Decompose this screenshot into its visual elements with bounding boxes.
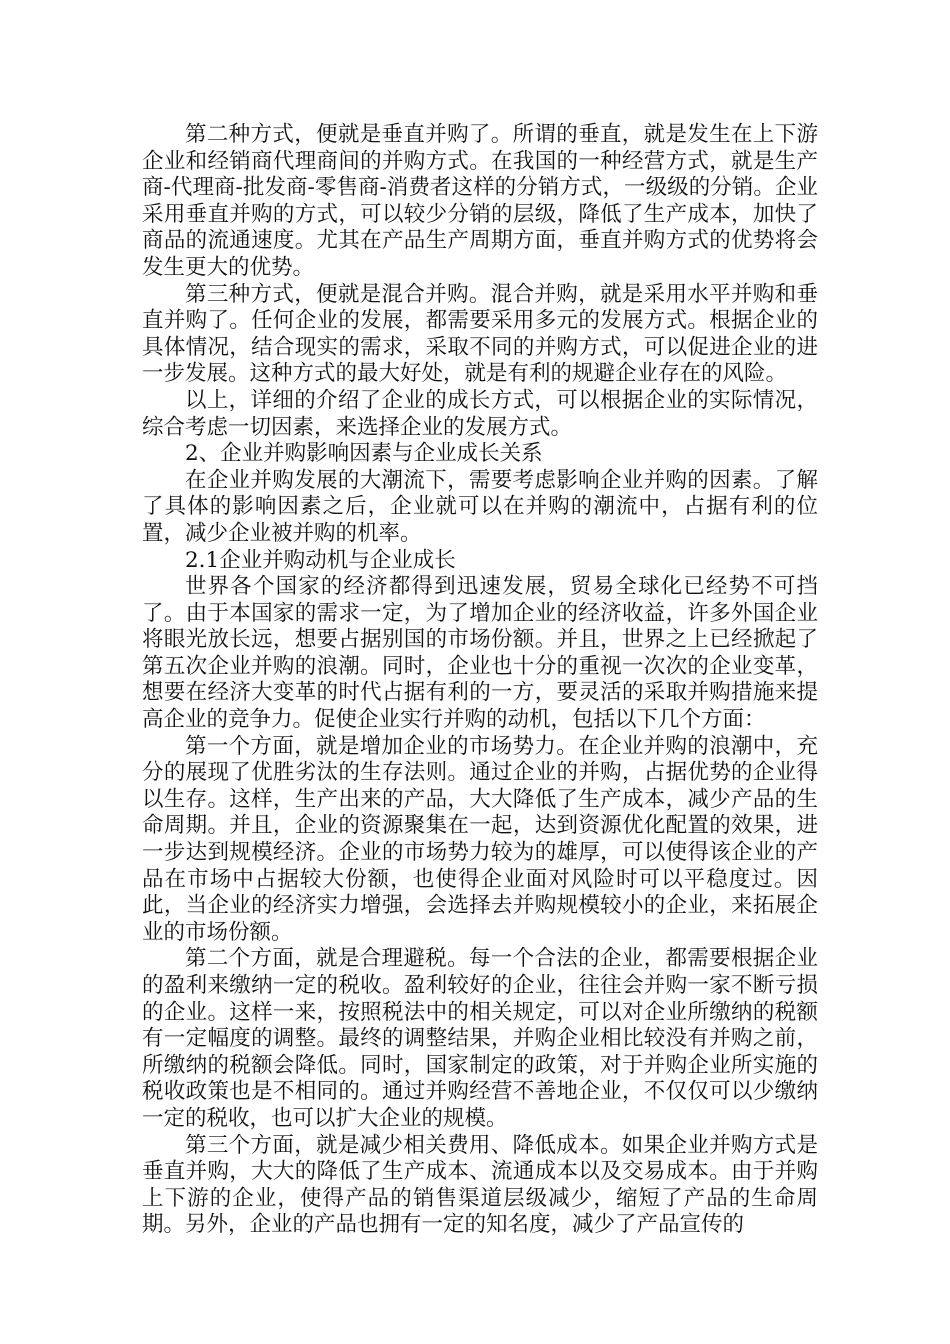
- paragraph-mixed-merger: 第三种方式，便就是混合并购。混合并购，就是采用水平并购和垂直并购了。任何企业的发展，都需要采用多元的发展方式。根据企业的具体情况，结合现实的需求，采取不同的并购方式，可以促进企业的进一步发展。这种方式的最大好处，就是有利的规避企业存在的风险。: [142, 281, 818, 387]
- paragraph-summary: 以上，详细的介绍了企业的成长方式，可以根据企业的实际情况，综合考虑一切因素，来选择企业的发展方式。: [142, 387, 818, 440]
- section-heading-2-1: 2.1企业并购动机与企业成长: [185, 547, 456, 573]
- section-heading-2: 2、企业并购影响因素与企业成长关系: [185, 441, 543, 467]
- document-page: [142, 122, 818, 1239]
- paragraph-merger-motives: 世界各个国家的经济都得到迅速发展，贸易全球化已经势不可挡了。由于本国家的需求一定，为了增加企业的经济收益，许多外国企业将眼光放长远，想要占据别国的市场份额。并且，世界之上已经掀起了第五次企业并购的浪潮。同时，企业也十分的重视一次次的企业变革，想要在经济大变革的时代占据有利的一方，要灵活的采取并购措施来提高企业的竞争力。促使企业实行并购的动机，包括以下几个方面：: [142, 574, 818, 733]
- paragraph-market-power: 第一个方面，就是增加企业的市场势力。在企业并购的浪潮中，充分的展现了优胜劣汰的生存法则。通过企业的并购，占据优势的企业得以生存。这样，生产出来的产品，大大降低了生产成本，减少产品的生命周期。并且，企业的资源聚集在一起，达到资源优化配置的效果，进一步达到规模经济。企业的市场势力较为的雄厚，可以使得该企业的产品在市场中占据较大份额，也使得企业面对风险时可以平稳度过。因此，当企业的经济实力增强，会选择去并购规模较小的企业，来拓展企业的市场份额。: [142, 733, 818, 945]
- paragraph-section-2-intro: 在企业并购发展的大潮流下，需要考虑影响企业并购的因素。了解了具体的影响因素之后，企业就可以在并购的潮流中，占据有利的位置，减少企业被并购的机率。: [142, 467, 818, 546]
- paragraph-cost-reduction: 第三个方面，就是减少相关费用、降低成本。如果企业并购方式是垂直并购，大大的降低了生产成本、流通成本以及交易成本。由于并购上下游的企业，使得产品的销售渠道层级减少，缩短了产品的生命周期。另外，企业的产品也拥有一定的知名度，减少了产品宣传的: [142, 1132, 818, 1238]
- paragraph-tax-avoidance: 第二个方面，就是合理避税。每一个合法的企业，都需要根据企业的盈利来缴纳一定的税收。盈利较好的企业，往往会并购一家不断亏损的企业。这样一来，按照税法中的相关规定，可以对企业所缴纳的税额有一定幅度的调整。最终的调整结果，并购企业相比较没有并购之前，所缴纳的税额会降低。同时，国家制定的政策，对于并购企业所实施的税收政策也是不相同的。通过并购经营不善地企业，不仅仅可以少缴纳一定的税收，也可以扩大企业的规模。: [142, 946, 818, 1131]
- paragraph-vertical-merger: 第二种方式，便就是垂直并购了。所谓的垂直，就是发生在上下游企业和经销商代理商间的并购方式。在我国的一种经营方式，就是生产商-代理商-批发商-零售商-消费者这样的分销方式，一级级的分销。企业采用垂直并购的方式，可以较少分销的层级，降低了生产成本，加快了商品的流通速度。尤其在产品生产周期方面，垂直并购方式的优势将会发生更大的优势。: [142, 122, 818, 280]
